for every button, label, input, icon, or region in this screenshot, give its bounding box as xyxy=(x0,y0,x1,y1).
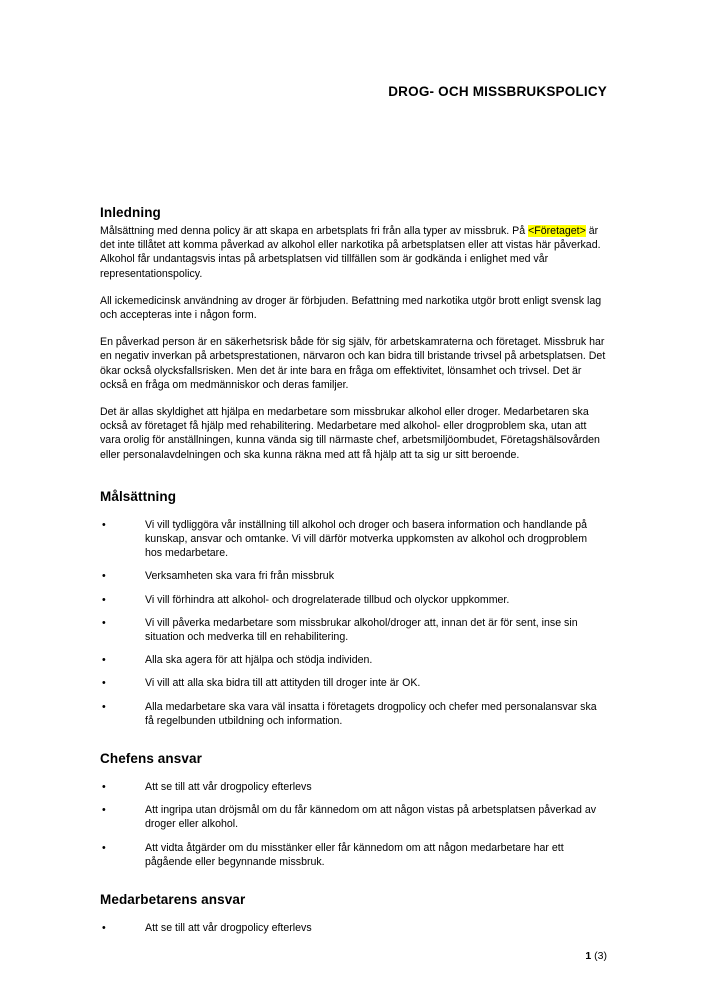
section-heading: Medarbetarens ansvar xyxy=(100,892,246,908)
footer-page-total: (3) xyxy=(594,950,607,962)
paragraph xyxy=(100,294,607,322)
paragraph xyxy=(100,335,607,392)
paragraph-text: Det är allas skyldighet att hjälpa en medarbetare som missbrukar alkohol eller droger. Medarbetaren ska också av företaget få hjälp med rehabilitering. Medarbetare med alkohol- eller drogproblem ska, utan att vara orolig för anställningen, kunna vända sig till närmaste chef, arbetsmiljöombudet, Företagshälsovården eller personalavdelningen och ska kunna räkna med att få hjälp att ta sig ur sitt beroende. xyxy=(100,406,600,461)
list-item: • Alla ska agera för att hjälpa och stödja individen. xyxy=(100,653,607,667)
sections-container xyxy=(100,205,607,935)
section xyxy=(100,737,607,869)
bullet-list xyxy=(100,780,607,869)
list-item: • Vi vill påverka medarbetare som missbrukar alkohol/droger att, innan det är för sent, inse sin situation och medverka till en rehabilitering. xyxy=(100,616,607,644)
section xyxy=(100,878,607,935)
section-heading: Målsättning xyxy=(100,488,177,504)
paragraph-text: Målsättning med denna policy är att skapa en arbetsplats fri från alla typer av missbruk. På xyxy=(100,225,529,237)
section-spacer xyxy=(100,878,607,892)
paragraph-text: En påverkad person är en säkerhetsrisk både för sig själv, för arbetskamraterna och företaget. Missbruk har en negativ inverkan på arbetsprestationen, närvaron och kan bidra till bristande trivsel på arbetsplatsen. Det ökar också olycksfallsrisken. Men det är inte bara en fråga om effektivitet, lönsamhet och trivsel. Det är också en fråga om medmänniskor och deras familjer. xyxy=(100,336,606,391)
section xyxy=(100,475,607,728)
list-spacer xyxy=(100,508,607,518)
section xyxy=(100,205,607,462)
paragraph-text: är det inte tillåtet att komma påverkad av alkohol eller narkotika på arbetsplatsen eller att vistas här påverkad. Alkohol får undantagsvis intas på arbetsplatsen vid tillfällen som är godkända i enlighet med vår representationspolicy. xyxy=(100,225,601,280)
document-body xyxy=(100,205,607,944)
list-item: • Vi vill förhindra att alkohol- och drogrelaterade tillbud och olyckor uppkommer. xyxy=(100,593,607,607)
section-spacer xyxy=(100,737,607,751)
section-spacer xyxy=(100,475,607,489)
page-footer xyxy=(585,950,607,962)
list-item: • Verksamheten ska vara fri från missbruk xyxy=(100,569,607,583)
list-spacer xyxy=(100,911,607,921)
document-title: DROG- OCH MISSBRUKSPOLICY xyxy=(388,84,607,99)
list-item: • Alla medarbetare ska vara väl insatta i företagets drogpolicy och chefer med personalansvar ska få regelbunden utbildning och information. xyxy=(100,700,607,728)
section-heading: Inledning xyxy=(100,205,161,220)
paragraph xyxy=(100,224,607,281)
paragraph xyxy=(100,405,607,462)
list-item: • Att vidta åtgärder om du misstänker eller får kännedom om att någon medarbetare har ett pågående eller begynnande missbruk. xyxy=(100,841,607,869)
list-item: • Att se till att vår drogpolicy efterlevs xyxy=(100,921,607,935)
list-item: • Vi vill tydliggöra vår inställning till alkohol och droger och basera information och handlande på kunskap, ansvar och omtanke. Vi vill därför motverka uppkomsten av alkohol och drogproblem hos medarbetare. xyxy=(100,518,607,561)
bullet-list xyxy=(100,921,607,935)
bullet-list xyxy=(100,518,607,728)
list-item: • Att se till att vår drogpolicy efterlevs xyxy=(100,780,607,794)
footer-page-number: 1 xyxy=(585,950,592,962)
list-spacer xyxy=(100,770,607,780)
section-heading: Chefens ansvar xyxy=(100,751,202,767)
list-item: • Vi vill att alla ska bidra till att attityden till droger inte är OK. xyxy=(100,676,607,690)
list-item: • Att ingripa utan dröjsmål om du får kännedom om att någon vistas på arbetsplatsen påverkad av droger eller alkohol. xyxy=(100,803,607,831)
highlighted-placeholder: <Företaget> xyxy=(528,225,586,237)
paragraph-text: All ickemedicinsk användning av droger är förbjuden. Befattning med narkotika utgör brott enligt svensk lag och accepteras inte i någon form. xyxy=(100,294,602,322)
